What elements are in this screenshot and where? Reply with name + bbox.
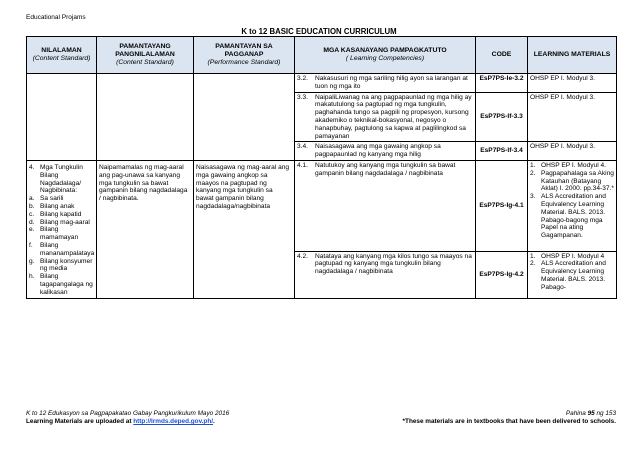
materials-cell: OHSP EP I. Modyul 3. bbox=[528, 142, 617, 161]
lrmds-link[interactable]: http://lrmds.deped.gov.ph/ bbox=[133, 418, 214, 425]
materials-cell: OHSP EP I. Modyul 3. bbox=[528, 74, 617, 93]
footer-right bbox=[403, 410, 616, 426]
materials-cell bbox=[528, 251, 617, 298]
table-row bbox=[27, 74, 617, 93]
materials-cell: OHSP EP I. Modyul 3. bbox=[528, 92, 617, 142]
empty-cell bbox=[194, 74, 295, 161]
list-item: c. Bilang kapatid bbox=[29, 210, 82, 218]
footer-left bbox=[26, 410, 229, 426]
footer-materials-line: Learning Materials are uploaded at http://lrmds.deped.gov.ph/. bbox=[26, 418, 215, 425]
col-header-performance-standard: PAMANTAYAN SA PAGGANAP (Performance Standard) bbox=[194, 37, 295, 74]
list-item: 1. OHSP EP I. Modyul 4. bbox=[530, 161, 606, 169]
list-item: 4. Mga Tungkulin Bilang Nagdadalaga/ Nagbibinata: bbox=[29, 163, 83, 195]
org-label: Educational Projams bbox=[26, 14, 86, 21]
code-cell: EsP7PS-Ig-4.2 bbox=[476, 251, 528, 298]
col-header-materials: LEARNING MATERIALS bbox=[528, 37, 617, 74]
col-header-content: NILALAMAN (Content Standard) bbox=[27, 37, 97, 74]
footer-guide-title: K to 12 Edukasyon sa Pagpapakatao Gabay Pangkurikulum Mayo 2016 bbox=[26, 410, 230, 417]
performance-standard-cell: Naisasagawa ng mag-aaral ang mga gawaing angkop sa maayos na pagtupad ng kanyang mga tungkulin sa bawat gampanin bilang nagdadalaga/nagbibinata bbox=[194, 160, 295, 298]
list-item: 1. OHSP EP I. Modyul 4 bbox=[530, 252, 605, 260]
code-cell: EsP7PS-If-3.4 bbox=[476, 142, 528, 161]
content-cell bbox=[27, 160, 97, 298]
code-cell: EsP7PS-If-3.3 bbox=[476, 92, 528, 142]
col-header-code: CODE bbox=[476, 37, 528, 74]
content-standard-cell: Naipamamalas ng mag-aaral ang pag-unawa sa kanyang mga tungkulin sa bawat gampanin bilang nagdadalaga / nagbibinata. bbox=[97, 160, 194, 298]
empty-cell bbox=[27, 74, 97, 161]
col-header-competencies: MGA KASANAYANG PAMPAGKATUTO ( Learning Competencies) bbox=[295, 37, 476, 74]
competency-cell: 3.3. NaipaliLiwanag na ang pagpapaunlad ng mga hilig ay makatutulong sa pagtupad ng mga tungkulin, paghahanda tungo sa pagpili ng propesyon, kursong akademiko o teknikal-bokasyonal, negosyo o hanapbuhay, pagtulong sa kapwa at paglilingkod sa pamayanan bbox=[295, 92, 476, 142]
list-item: 3. ALS Accreditation and Equivalency Learning Material. BALS. 2013. Pabago-bagong mga Papel na ating Gagampanan. bbox=[530, 193, 606, 240]
curriculum-table bbox=[26, 36, 617, 299]
table-row bbox=[27, 160, 617, 251]
list-item: b. Bilang anak bbox=[29, 202, 75, 210]
code-cell: EsP7PS-Ig-4.1 bbox=[476, 160, 528, 251]
competency-cell: 3.4. Naisasagawa ang mga gawaing angkop sa pagpapaunlad ng kanyang mga hilig bbox=[295, 142, 476, 161]
list-item: f. Bilang mananampalataya bbox=[29, 241, 95, 257]
footer-note: *These materials are in textbooks that have been delivered to schools. bbox=[402, 418, 616, 425]
list-item: e. Bilang mamamayan bbox=[29, 226, 79, 242]
materials-cell bbox=[528, 160, 617, 251]
list-item: h. Bilang tagapangalaga ng kalikasan bbox=[29, 273, 93, 296]
competency-cell: 4.2. Natataya ang kanyang mga kilos tungo sa maayos na pagtupad ng kanyang mga tungkulin bilang nagdadalaga / nagbibinata bbox=[295, 251, 476, 298]
list-item: d. Bilang mag-aaral bbox=[29, 218, 90, 226]
list-item: a. Sa sarili bbox=[29, 195, 64, 203]
competency-cell: 4.1. Natutukoy ang kanyang mga tungkulin sa bawat gampanin bilang nagdadalaga / nagbibinata bbox=[295, 160, 476, 251]
list-item: 2. ALS Accreditation and Equivalency Learning Material. BALS. 2013. Pabago- bbox=[530, 260, 606, 291]
competency-cell: 3.2. Nakasusuri ng mga sariling hilig ayon sa larangan at tuon ng mga ito bbox=[295, 74, 476, 93]
table-header-row bbox=[27, 37, 617, 74]
empty-cell bbox=[97, 74, 194, 161]
list-item: 2. Pagpapahalaga sa Aking Katauhan (Batayang Aklat) I. 2000. pp.34-37.* bbox=[530, 169, 614, 193]
list-item: g. Bilang konsyumer ng media bbox=[29, 257, 93, 273]
document-title: K to 12 BASIC EDUCATION CURRICULUM bbox=[241, 27, 397, 36]
col-header-content-standard: PAMANTAYANG PANGNILALAMAN (Content Standard) bbox=[97, 37, 194, 74]
code-cell: EsP7PS-Ie-3.2 bbox=[476, 74, 528, 93]
page-number: Pahina 95 ng 153 bbox=[565, 410, 616, 417]
